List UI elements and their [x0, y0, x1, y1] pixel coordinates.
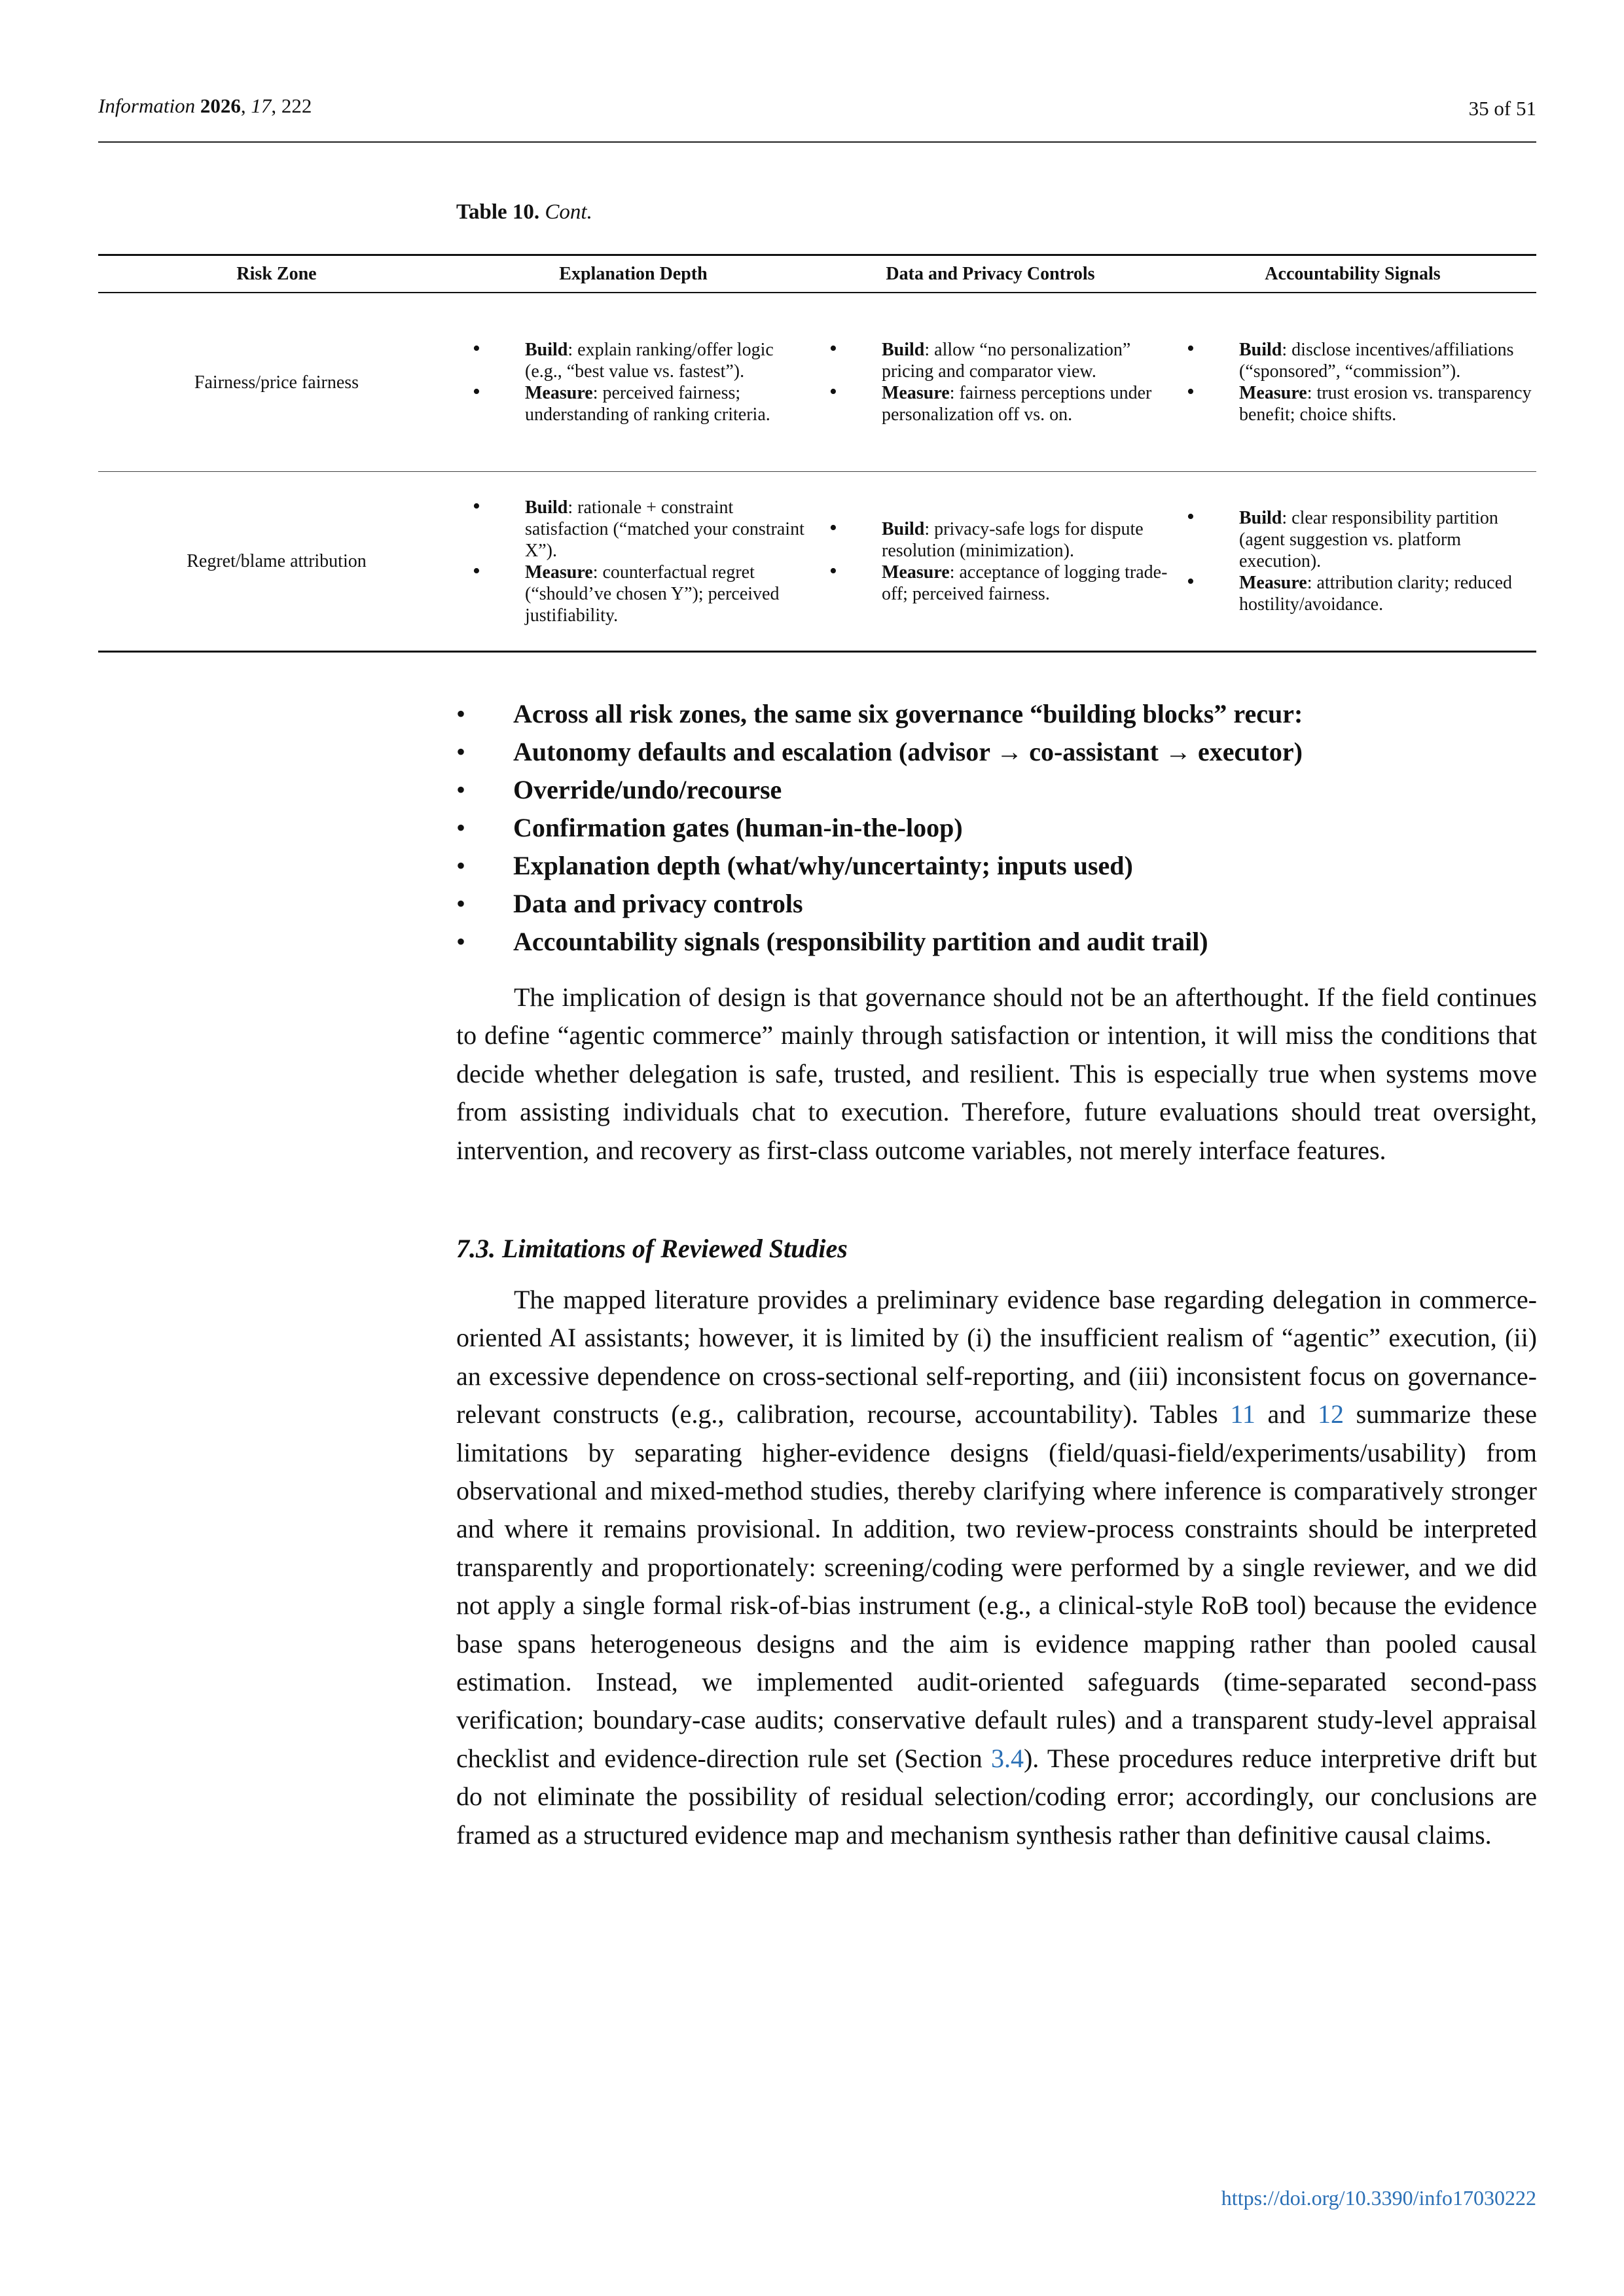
article-number: 222 — [281, 94, 312, 117]
limitations-paragraph: The mapped literature provides a preliminary evidence base regarding delegation in commerce-oriented AI assistants; however, it is limited by (i) the insufficient realism of “agentic” execution, (ii) an excessive dependence on cross-sectional self-reporting, and (iii) inconsistent focus on governance-relevant constructs (e.g., calibration, recourse, accountability). Tables 11 and 12 summarize these limitations by separating higher-evidence designs (field/quasi-field/experiments/usability) from observational and mixed-method studies, thereby clarifying where inference is comparatively stronger and where it remains provisional. In addition, two review-process constraints should be interpreted transparently and proportionately: screening/coding were performed by a single reviewer, and we did not apply a single formal risk-of-bias instrument (e.g., a clinical-style RoB tool) because the evidence base spans heterogeneous designs and the aim is evidence mapping rather than pooled causal estimation. Instead, we implemented audit-oriented safeguards (time-separated second-pass verification; boundary-case audits; conservative default rules) and a transparent study-level appraisal checklist and evidence-direction rule set (Section 3.4). These procedures reduce interpretive drift but do not eliminate the possibility of residual selection/coding error; accordingly, our conclusions are framed as a structured evidence map and mechanism synthesis rather than definitive causal claims. — [456, 1285, 1537, 1850]
section-3-4-link[interactable]: 3.4 — [990, 1743, 1024, 1773]
page-header — [98, 94, 1536, 143]
list-item: • Build: allow “no personalization” pricing and comparator view. — [882, 339, 1169, 382]
journal-volume: 17 — [251, 94, 272, 117]
list-item: • Accountability signals (responsibility partition and audit trail) — [456, 923, 1303, 961]
list-item: • Confirmation gates (human-in-the-loop) — [456, 809, 1303, 847]
journal-citation: Information 2026, 17, 222 — [98, 94, 312, 117]
risk-zone-cell: Regret/blame attribution — [98, 472, 455, 652]
section-heading: 7.3. Limitations of Reviewed Studies — [456, 1234, 848, 1263]
col-data-privacy: Data and Privacy Controls — [812, 255, 1169, 293]
col-explanation-depth: Explanation Depth — [455, 255, 812, 293]
governance-blocks-list — [456, 695, 1303, 961]
design-implication-paragraph: The implication of design is that governance should not be an afterthought. If the field continues to define “agentic commerce” mainly through satisfaction or intention, it will miss the conditions that decide whether delegation is safe, trusted, and resilient. This is especially true when systems move from assisting individuals chat to execution. Therefore, future evaluations should treat oversight, intervention, and recovery as first-class outcome variables, not merely interface features. — [456, 982, 1537, 1165]
privacy-cell — [812, 293, 1169, 472]
explanation-cell — [455, 472, 812, 652]
list-item: • Across all risk zones, the same six governance “building blocks” recur: — [456, 695, 1303, 733]
list-item: • Override/undo/recourse — [456, 771, 1303, 809]
col-accountability: Accountability Signals — [1169, 255, 1536, 293]
privacy-cell — [812, 472, 1169, 652]
list-item: • Autonomy defaults and escalation (advisor → co-assistant → executor) — [456, 733, 1303, 771]
list-item: • Measure: counterfactual regret (“should’ve chosen Y”); perceived justifiability. — [525, 562, 812, 626]
table-caption-label: Table 10. — [456, 200, 540, 224]
list-item: • Measure: trust erosion vs. transparency benefit; choice shifts. — [1239, 382, 1536, 425]
list-item: • Data and privacy controls — [456, 885, 1303, 923]
list-item: • Measure: fairness perceptions under personalization off vs. on. — [882, 382, 1169, 425]
list-item: • Measure: attribution clarity; reduced hostility/avoidance. — [1239, 572, 1536, 615]
table-header-row — [98, 255, 1536, 293]
explanation-cell — [455, 293, 812, 472]
table-12-link[interactable]: 12 — [1317, 1399, 1344, 1429]
journal-name: Information — [98, 94, 196, 117]
page-number: 35 of 51 — [1468, 97, 1536, 120]
list-item: • Build: explain ranking/offer logic (e.g., “best value vs. fastest”). — [525, 339, 812, 382]
table-row — [98, 293, 1536, 472]
table-caption-text: Cont. — [545, 200, 592, 224]
table-10 — [98, 254, 1536, 653]
col-risk-zone: Risk Zone — [98, 255, 455, 293]
list-item: • Build: clear responsibility partition (agent suggestion vs. platform execution). — [1239, 507, 1536, 572]
accountability-cell — [1169, 293, 1536, 472]
risk-zone-cell: Fairness/price fairness — [98, 293, 455, 472]
list-item: • Build: privacy-safe logs for dispute resolution (minimization). — [882, 518, 1169, 562]
table-11-link[interactable]: 11 — [1230, 1399, 1255, 1429]
doi-link[interactable]: https://doi.org/10.3390/info17030222 — [1221, 2186, 1536, 2210]
journal-year: 2026 — [200, 94, 241, 117]
accountability-cell — [1169, 472, 1536, 652]
list-item: • Explanation depth (what/why/uncertainty; inputs used) — [456, 847, 1303, 885]
list-item: • Measure: acceptance of logging trade-off; perceived fairness. — [882, 562, 1169, 605]
list-item: • Build: disclose incentives/affiliations (“sponsored”, “commission”). — [1239, 339, 1536, 382]
list-item: • Measure: perceived fairness; understanding of ranking criteria. — [525, 382, 812, 425]
table-row — [98, 472, 1536, 652]
list-item: • Build: rationale + constraint satisfaction (“matched your constraint X”). — [525, 497, 812, 562]
table-caption — [456, 200, 592, 224]
